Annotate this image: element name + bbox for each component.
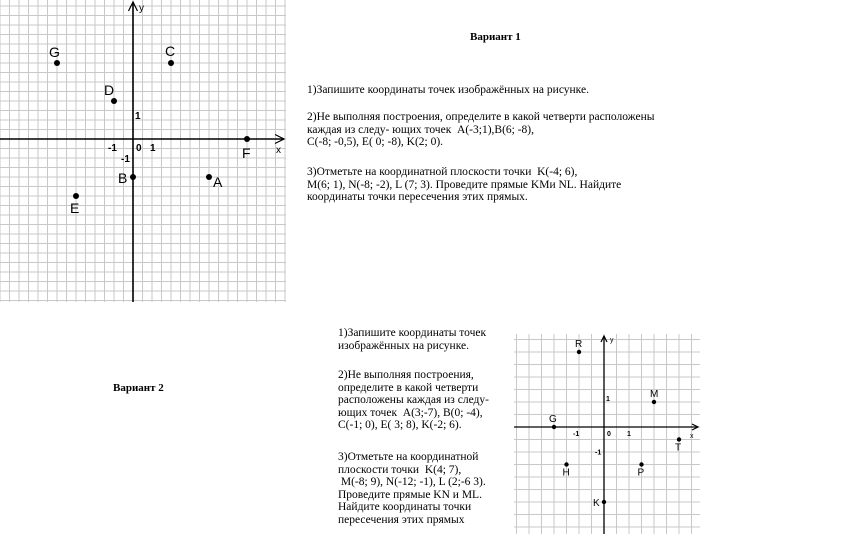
variant-2-title: Вариант 2 <box>113 382 164 394</box>
y-axis-label: y <box>139 3 144 14</box>
point-label-k: K <box>593 498 600 509</box>
variant-1-title: Вариант 1 <box>470 31 521 43</box>
variant-2-task-1: 1)Запишите координаты точек изображённых на рисунке. <box>338 327 487 352</box>
point-p <box>639 462 643 466</box>
tick-label-neg-one-y: -1 <box>121 154 130 165</box>
point-m <box>652 400 656 404</box>
tick-label-one-x: 1 <box>627 431 631 438</box>
tick-label-one-x: 1 <box>150 143 156 154</box>
variant-2-task-2: 2)Не выполняя построения, определите в какой четверти расположены каждая из следу- ющих точек A(3;-7), B(0; -4), C(-1; 0), E( 3; 8), K(-2; 6). <box>338 369 489 431</box>
point-e <box>73 193 79 199</box>
variant-1-task-2: 2)Не выполняя построения, определите в какой четверти расположены каждая из следу- ющих точек A(-3;1),B(6; -8), C(-8; -0,5), E( 0; -8), K(2; 0). <box>307 111 655 148</box>
point-label-e: E <box>70 200 80 216</box>
tick-label-neg-one-x: -1 <box>573 431 580 438</box>
point-f <box>244 136 250 142</box>
point-label-h: H <box>562 467 570 479</box>
tick-label-one-y: 1 <box>606 396 610 403</box>
tick-label-one-y: 1 <box>135 111 141 122</box>
variant-1-task-3: 3)Отметьте на координатной плоскости точки K(-4; 6), M(6; 1), N(-8; -2), L (7; 3). Проведите прямые KMи NL. Найдите координаты точки пересечения этих прямых. <box>307 166 622 203</box>
tick-label-zero: 0 <box>607 431 611 438</box>
x-axis-label: x <box>276 145 281 156</box>
point-label-b: B <box>118 170 128 186</box>
tick-label-neg-one-x: -1 <box>108 143 117 154</box>
variant-1-task-1: 1)Запишите координаты точек изображённых на рисунке. <box>307 84 589 96</box>
y-axis-label: y <box>610 337 614 344</box>
tick-label-zero: 0 <box>136 143 142 154</box>
x-axis-label: x <box>690 433 694 440</box>
point-label-c: C <box>165 43 176 59</box>
coordinate-plane-variant-1 <box>0 0 290 302</box>
point-a <box>206 174 212 180</box>
tick-label-neg-one-y: -1 <box>595 449 602 457</box>
point-r <box>577 350 581 354</box>
point-label-g: G <box>549 414 557 425</box>
point-label-r: R <box>575 339 583 350</box>
point-g <box>552 425 556 429</box>
point-d <box>111 98 117 104</box>
point-label-m: M <box>650 389 659 400</box>
point-t <box>677 437 681 441</box>
point-c <box>168 60 174 66</box>
coordinate-plane-variant-2 <box>514 334 700 534</box>
point-label-t: T <box>675 442 682 454</box>
variant-2-task-3: 3)Отметьте на координатной плоскости точки K(4; 7), M(-8; 9), N(-12; -1), L (2;-6 3). Проведите прямые KN и ML. Найдите координаты точки пересечения этих прямых <box>338 451 486 526</box>
point-k <box>602 500 606 504</box>
point-h <box>564 462 568 466</box>
point-label-a: A <box>213 174 223 190</box>
point-label-g: G <box>49 44 60 60</box>
point-g <box>54 60 60 66</box>
point-label-d: D <box>104 82 115 98</box>
point-label-f: F <box>242 145 251 161</box>
point-label-p: P <box>637 467 645 479</box>
point-b <box>130 174 136 180</box>
